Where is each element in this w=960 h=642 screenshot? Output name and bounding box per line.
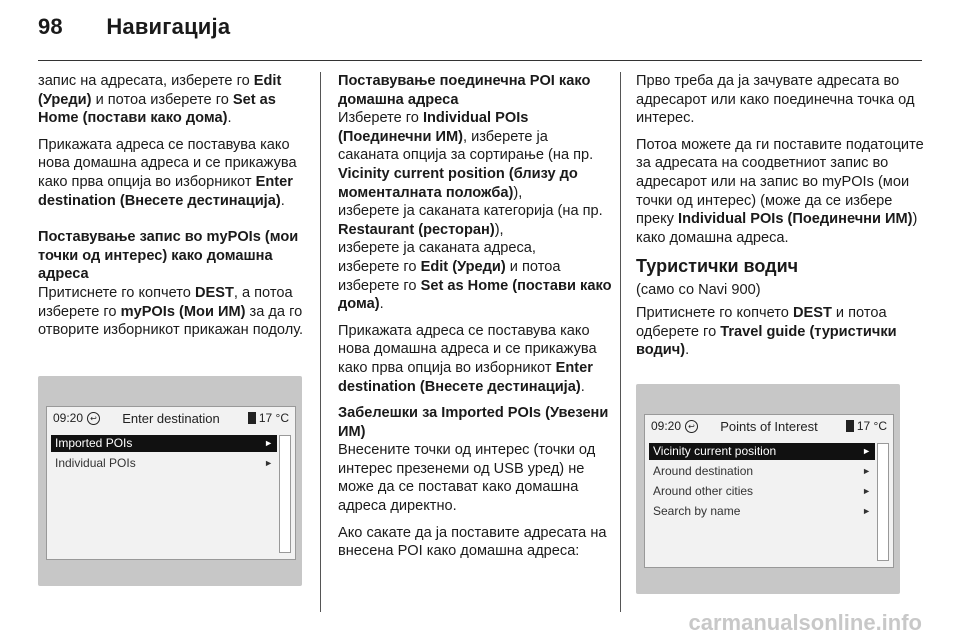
screen-points-of-interest: [636, 384, 900, 594]
page-number: 98: [38, 14, 63, 39]
paragraph: Потоа можете да ги поставите податоците за адресата на соодветниот запис во адресарот или на запис во myPOIs (мои точки од интерес) (може да се избере преку Individual POIs (Поединечни ИМ)) како домашна адреса.: [636, 136, 924, 246]
watermark: carmanualsonline.info: [688, 610, 922, 635]
chevron-right-icon: ►: [862, 506, 871, 516]
page-header: [38, 14, 230, 40]
paragraph: Прво треба да ја зачувате адресата во адресарот или како поединечна точка од интерес.: [636, 73, 915, 127]
section-title: Туристички водич: [636, 256, 799, 277]
chevron-right-icon: ►: [862, 466, 871, 476]
column-1: [38, 72, 308, 348]
back-icon: ↩: [685, 420, 698, 433]
screen-status-bar: 09:20 ↩ Enter destination 17 °C: [53, 410, 289, 426]
paragraph: Притиснете го копчето DEST, а потоа изберете го myPOIs (Мои ИМ) за да го отворите изборникот прикажан подолу.: [38, 284, 304, 339]
header-divider: [38, 60, 922, 61]
menu-item-search-by-name[interactable]: Search by name ►: [653, 504, 871, 518]
screen-enter-destination: [38, 376, 302, 586]
paragraph: изберете ја саканата адреса,: [338, 240, 536, 257]
scrollbar[interactable]: [279, 435, 291, 553]
menu-item-vicinity-current-position[interactable]: Vicinity current position ►: [649, 443, 875, 460]
paragraph: Прикажата адреса се поставува како нова домашна адреса и се прикажува како прва опција во изборникот Enter destination (Внесете дестинација).: [338, 322, 597, 395]
paragraph: изберете ја саканата категорија (на пр. Restaurant (ресторан)),: [338, 203, 603, 238]
paragraph: Внесените точки од интерес (точки од интерес презенеми од USB уред) не може да се постават како домашна адреса директно.: [338, 442, 596, 515]
chevron-right-icon: ►: [264, 458, 273, 468]
menu-item-around-destination[interactable]: Around destination ►: [653, 464, 871, 478]
paragraph: Притиснете го копчето DEST и потоа одберете го Travel guide (туристички водич).: [636, 304, 897, 359]
paragraph: Прикажата адреса се поставува како нова домашна адреса и се прикажува како прва опција во изборникот Enter destination (Внесете дестинација).: [38, 136, 297, 209]
section-heading: Поставување запис во myPOIs (мои точки од интерес) како домашна адреса: [38, 229, 299, 283]
column-divider: [620, 72, 621, 612]
menu-item-around-other-cities[interactable]: Around other cities ►: [653, 484, 871, 498]
paragraph: изберете го Edit (Уреди) и потоа изберете го Set as Home (постави како дома).: [338, 258, 612, 313]
paragraph: Изберете го Individual POIs (Поединечни ИМ), изберете ја саканата опција за сортирање (на пр. Vicinity current position (близу до моменталната положба)),: [338, 110, 594, 201]
menu-item-imported-pois[interactable]: Imported POIs ►: [51, 435, 277, 452]
chevron-right-icon: ►: [862, 446, 871, 456]
menu-item-individual-pois[interactable]: Individual POIs ►: [55, 456, 273, 470]
paragraph: Ако сакате да ја поставите адресата на внесена POI како домашна адреса:: [338, 524, 607, 560]
signal-icon: [248, 412, 256, 424]
chevron-right-icon: ►: [264, 438, 273, 448]
paragraph: (само со Navi 900): [636, 282, 761, 299]
column-2: [338, 72, 612, 569]
section-heading: Поставување поединечна POI како домашна адреса: [338, 73, 591, 108]
section-heading: Забелешки за Imported POIs (Увезени ИМ): [338, 405, 609, 440]
column-3: [636, 72, 926, 368]
paragraph: запис на адресата, изберете го Edit (Уреди) и потоа изберете го Set as Home (постави како дома).: [38, 73, 282, 127]
page-title: Навигација: [106, 14, 231, 39]
signal-icon: [846, 420, 854, 432]
chevron-right-icon: ►: [862, 486, 871, 496]
screen-status-bar: 09:20 ↩ Points of Interest 17 °C: [651, 418, 887, 434]
scrollbar[interactable]: [877, 443, 889, 561]
back-icon: ↩: [87, 412, 100, 425]
column-divider: [320, 72, 321, 612]
